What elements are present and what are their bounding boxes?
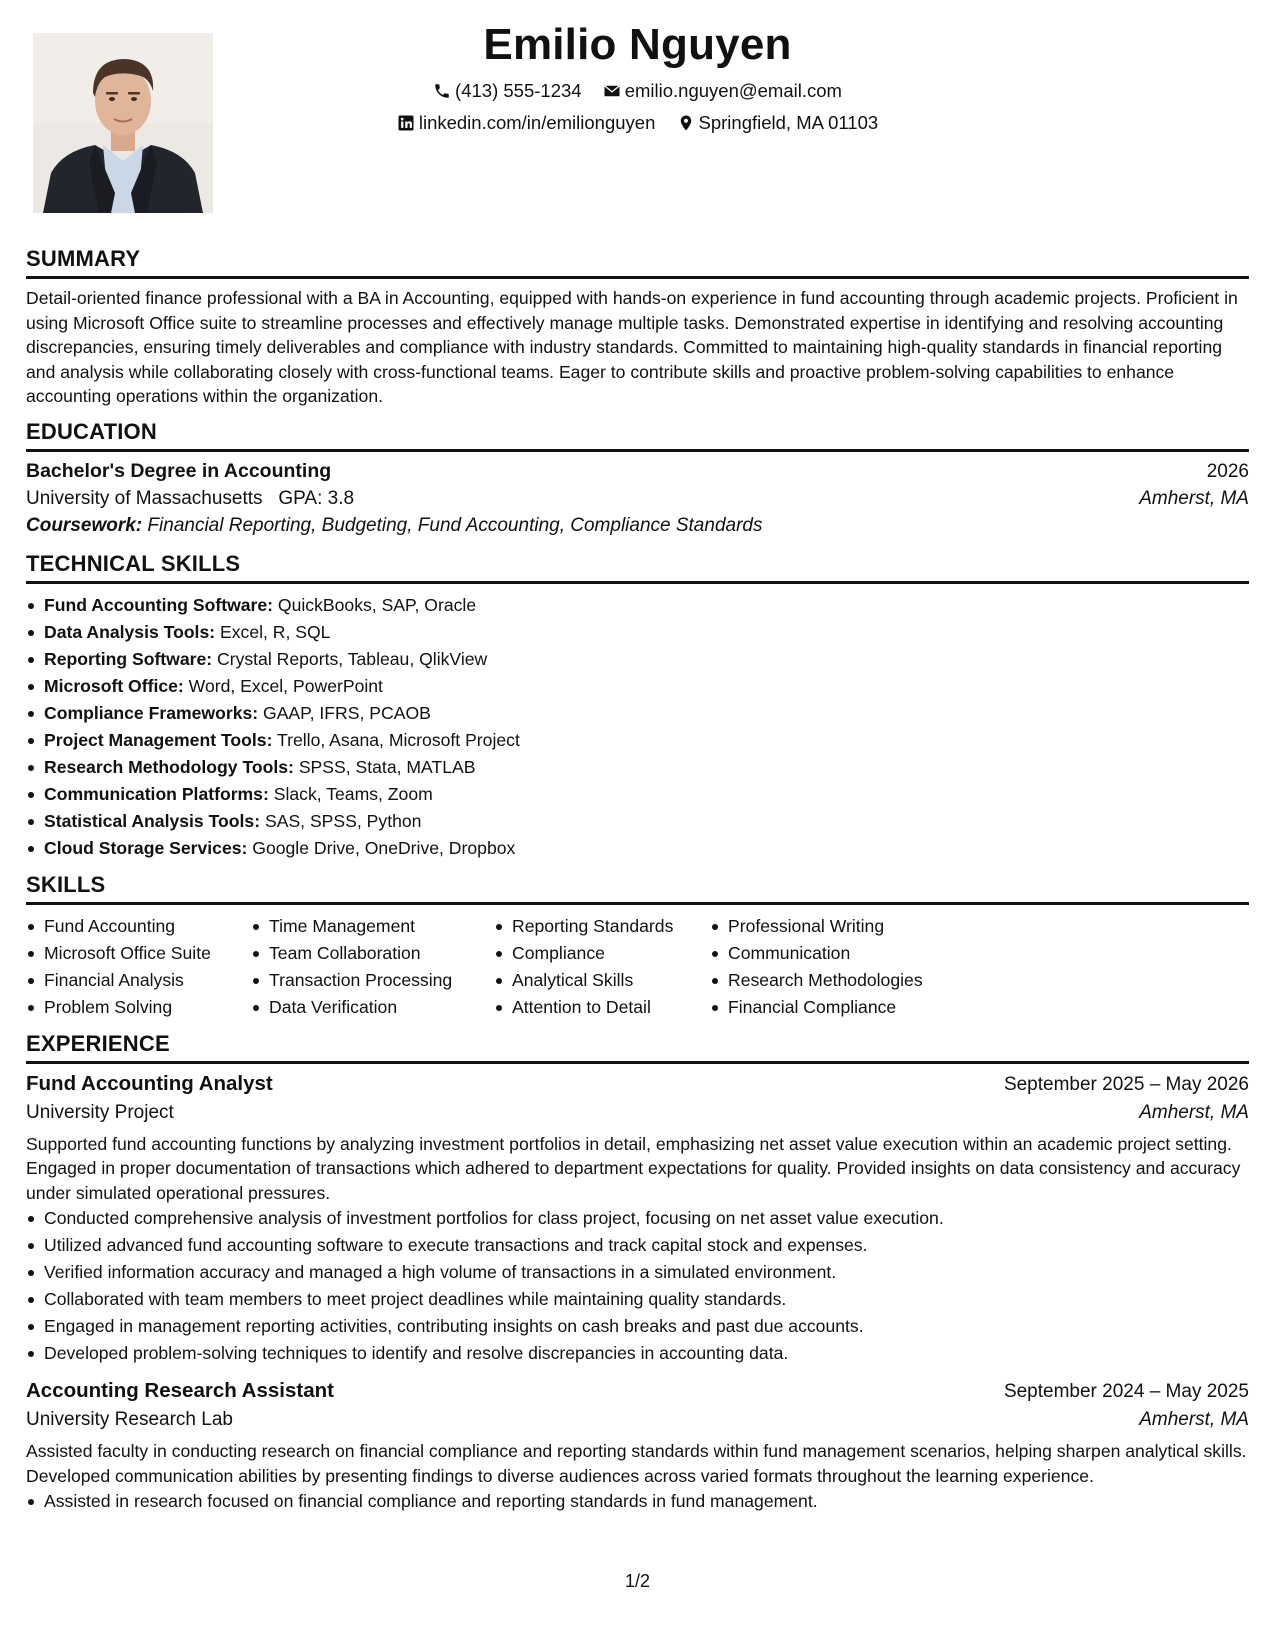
job-dates: September 2025 – May 2026 xyxy=(1003,1073,1249,1095)
list-item: Financial Analysis xyxy=(26,967,251,994)
skill-value: SPSS, Stata, MATLAB xyxy=(298,756,476,777)
location-text: Springfield, MA 01103 xyxy=(698,112,879,133)
education-row-1 xyxy=(26,460,1249,483)
list-item: Collaborated with team members to meet project deadlines while maintaining quality standards. xyxy=(26,1286,1249,1313)
skills-column-4 xyxy=(710,913,970,1021)
phone-text: (413) 555-1234 xyxy=(455,80,582,101)
linkedin-icon xyxy=(397,114,415,132)
page-number: 1/2 xyxy=(624,1571,651,1591)
experience-section xyxy=(26,1031,1249,1516)
skills-column-3 xyxy=(494,913,710,1021)
skill-value: Crystal Reports, Tableau, QlikView xyxy=(217,648,488,669)
job-subheader xyxy=(26,1409,1249,1431)
skills-column-1 xyxy=(26,913,251,1021)
summary-text: Detail-oriented finance professional with a BA in Accounting, equipped with hands-on experience in fund accounting through academic projects. Proficient in using Microsoft Office suite to streamline processes and effectively manage multiple tasks. Demonstrated expertise in identifying and resolving accounting discrepancies, ensuring timely deliverables and compliance with industry standards. Committed to maintaining high-quality standards in financial reporting and analysis while collaborating closely with cross-functional teams. Eager to contribute skills and proactive problem-solving capabilities to enhance accounting operations within the organization. xyxy=(26,288,1238,407)
job-subheader xyxy=(26,1102,1249,1124)
contact-location xyxy=(677,112,879,134)
linkedin-text: linkedin.com/in/emilionguyen xyxy=(418,112,656,133)
list-item: Professional Writing xyxy=(710,913,970,940)
technical-skills-heading: TECHNICAL SKILLS xyxy=(26,551,1249,584)
skill-label: Project Management Tools: xyxy=(44,729,273,750)
contact-line-1 xyxy=(26,80,1249,105)
list-item: Assisted in research focused on financial compliance and reporting standards in fund management. xyxy=(26,1488,1249,1515)
list-item: Fund Accounting xyxy=(26,913,251,940)
job-description: Assisted faculty in conducting research on financial compliance and reporting standards within fund management scenarios, helping sharpen analytical skills. Developed communication abilities by presenting findings to diverse audiences across varied formats throughout the learning experience. xyxy=(26,1441,1247,1486)
degree: Bachelor's Degree in Accounting xyxy=(26,459,332,482)
list-item: Analytical Skills xyxy=(494,967,710,994)
skill-label: Research Methodology Tools: xyxy=(44,756,294,777)
list-item: Compliance xyxy=(494,940,710,967)
skill-label: Compliance Frameworks: xyxy=(44,702,259,723)
skill-label: Microsoft Office: xyxy=(44,675,184,696)
envelope-icon xyxy=(603,82,621,100)
skill-label: Statistical Analysis Tools: xyxy=(44,810,261,831)
skills-column-2 xyxy=(251,913,494,1021)
list-item: Research Methodologies xyxy=(710,967,970,994)
skill-value: SAS, SPSS, Python xyxy=(264,810,422,831)
skills-heading: SKILLS xyxy=(26,872,1249,905)
summary-section xyxy=(26,246,1249,409)
list-item xyxy=(26,835,1249,862)
job-header xyxy=(26,1379,1249,1403)
job-dates: September 2024 – May 2025 xyxy=(1003,1381,1249,1403)
school-location: Amherst, MA xyxy=(1139,487,1249,509)
job-title: Accounting Research Assistant xyxy=(26,1379,334,1403)
skill-value: Trello, Asana, Microsoft Project xyxy=(277,729,520,750)
job-organization: University Project xyxy=(26,1101,174,1123)
education-heading: EDUCATION xyxy=(26,419,1249,452)
list-item: Verified information accuracy and managed a high volume of transactions in a simulated environment. xyxy=(26,1259,1249,1286)
contact-line-2 xyxy=(26,112,1249,137)
list-item: Utilized advanced fund accounting software to execute transactions and track capital stock and expenses. xyxy=(26,1232,1249,1259)
experience-heading: EXPERIENCE xyxy=(26,1031,1249,1064)
gpa: GPA: 3.8 xyxy=(278,487,355,509)
skill-value: Slack, Teams, Zoom xyxy=(273,783,433,804)
list-item xyxy=(26,727,1249,754)
technical-skills-list xyxy=(26,592,1249,862)
contact-phone[interactable] xyxy=(433,80,582,102)
summary-heading: SUMMARY xyxy=(26,246,1249,279)
contact-email[interactable] xyxy=(603,80,842,102)
skill-value: Excel, R, SQL xyxy=(219,621,331,642)
list-item: Attention to Detail xyxy=(494,994,710,1021)
skill-label: Cloud Storage Services: xyxy=(44,837,248,858)
skill-value: GAAP, IFRS, PCAOB xyxy=(263,702,431,723)
technical-skills-section xyxy=(26,551,1249,862)
graduation-year: 2026 xyxy=(1206,460,1249,482)
list-item xyxy=(26,673,1249,700)
school xyxy=(26,488,354,510)
job-description: Supported fund accounting functions by analyzing investment portfolios in detail, emphasizing net asset value execution within an academic project setting. Engaged in proper documentation of transactions which adhered to department expectations for quality. Provided insights on data consistency and accuracy under simulated operational pressures. xyxy=(26,1133,1241,1203)
job-location: Amherst, MA xyxy=(1139,1101,1249,1123)
coursework-label: Coursework: xyxy=(26,514,143,536)
list-item: Developed problem-solving techniques to identify and resolve discrepancies in accounting data. xyxy=(26,1340,1249,1367)
coursework xyxy=(26,515,1249,537)
skills-section xyxy=(26,872,1249,1021)
list-item: Data Verification xyxy=(251,994,494,1021)
job-title: Fund Accounting Analyst xyxy=(26,1071,273,1095)
map-pin-icon xyxy=(677,114,695,132)
list-item: Financial Compliance xyxy=(710,994,970,1021)
list-item: Engaged in management reporting activities, contributing insights on cash breaks and past due accounts. xyxy=(26,1313,1249,1340)
list-item xyxy=(26,781,1249,808)
job-bullets xyxy=(26,1205,1249,1367)
list-item xyxy=(26,619,1249,646)
phone-icon xyxy=(433,82,451,100)
education-section xyxy=(26,419,1249,537)
job-organization: University Research Lab xyxy=(26,1409,233,1431)
job-entry-2 xyxy=(26,1379,1249,1515)
list-item xyxy=(26,646,1249,673)
skill-label: Communication Platforms: xyxy=(44,783,269,804)
resume-header xyxy=(26,0,1249,240)
education-row-2 xyxy=(26,488,1249,510)
skill-label: Fund Accounting Software: xyxy=(44,594,274,615)
list-item: Reporting Standards xyxy=(494,913,710,940)
resume-page xyxy=(26,0,1249,1650)
skills-grid xyxy=(26,913,1249,1021)
list-item: Microsoft Office Suite xyxy=(26,940,251,967)
list-item: Conducted comprehensive analysis of investment portfolios for class project, focusing on net asset value execution. xyxy=(26,1205,1249,1232)
job-header xyxy=(26,1072,1249,1096)
list-item xyxy=(26,754,1249,781)
list-item: Team Collaboration xyxy=(251,940,494,967)
job-location: Amherst, MA xyxy=(1139,1409,1249,1431)
list-item: Transaction Processing xyxy=(251,967,494,994)
skill-label: Data Analysis Tools: xyxy=(44,621,216,642)
job-entry-1 xyxy=(26,1072,1249,1368)
contact-linkedin[interactable] xyxy=(397,112,656,134)
list-item xyxy=(26,808,1249,835)
skill-value: Google Drive, OneDrive, Dropbox xyxy=(252,837,516,858)
job-bullets xyxy=(26,1488,1249,1515)
email-text: emilio.nguyen@email.com xyxy=(624,80,842,101)
skill-value: Word, Excel, PowerPoint xyxy=(188,675,383,696)
list-item xyxy=(26,592,1249,619)
skill-label: Reporting Software: xyxy=(44,648,213,669)
candidate-name: Emilio Nguyen xyxy=(483,20,792,69)
list-item: Time Management xyxy=(251,913,494,940)
coursework-list: Financial Reporting, Budgeting, Fund Accounting, Compliance Standards xyxy=(147,514,763,536)
school-name: University of Massachusetts xyxy=(26,487,263,509)
skill-value: QuickBooks, SAP, Oracle xyxy=(277,594,477,615)
list-item: Communication xyxy=(710,940,970,967)
list-item: Problem Solving xyxy=(26,994,251,1021)
list-item xyxy=(26,700,1249,727)
